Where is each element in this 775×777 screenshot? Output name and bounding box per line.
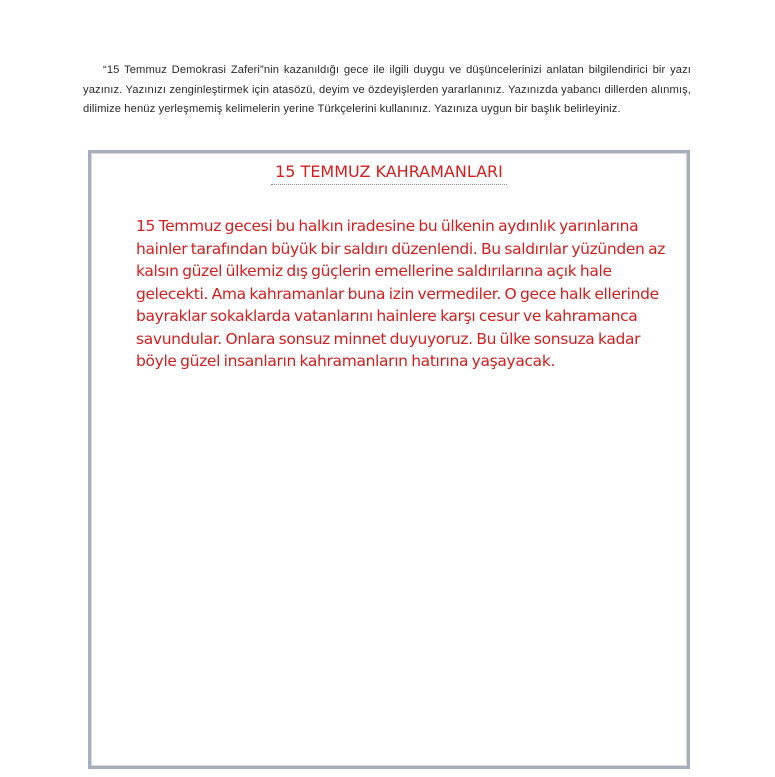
essay-title-text: 15 TEMMUZ KAHRAMANLARI [271,162,507,185]
essay-title [91,162,687,185]
essay-body: 15 Temmuz gecesi bu halkın iradesine bu ülkenin aydınlık yarınlarına hainler tarafından büyük bir saldırı düzenlendi. Bu saldırılar yüzünden az kalsın güzel ülkemiz dış güçlerin emellerine saldırılarına açık hale gelecekti. Ama kahramanlar buna izin vermediler. O gece halk ellerinde bayraklar sokaklarda vatanlarını hainlere karşı cesur ve kahramanca savundular. Onlara sonsuz minnet duyuyoruz. Bu ülke sonsuza kadar böyle güzel insanların kahramanların hatırına yaşayacak. [136,217,666,370]
essay-prompt: “15 Temmuz Demokrasi Zaferi”nin kazanıldığı gece ile ilgili duygu ve düşüncelerinizi anlatan bilgilendirici bir yazı yazınız. Yazınızı zenginleştirmek için atasözü, deyim ve özdeyişlerden yararlanınız. Yazınızda yabancı dillerden alınmış, dilimize henüz yerleşmemiş kelimelerin yerine Türkçelerini kullanınız. Yazınıza uygun bir başlık belirleyiniz. [83,64,691,115]
answer-box [88,150,690,769]
